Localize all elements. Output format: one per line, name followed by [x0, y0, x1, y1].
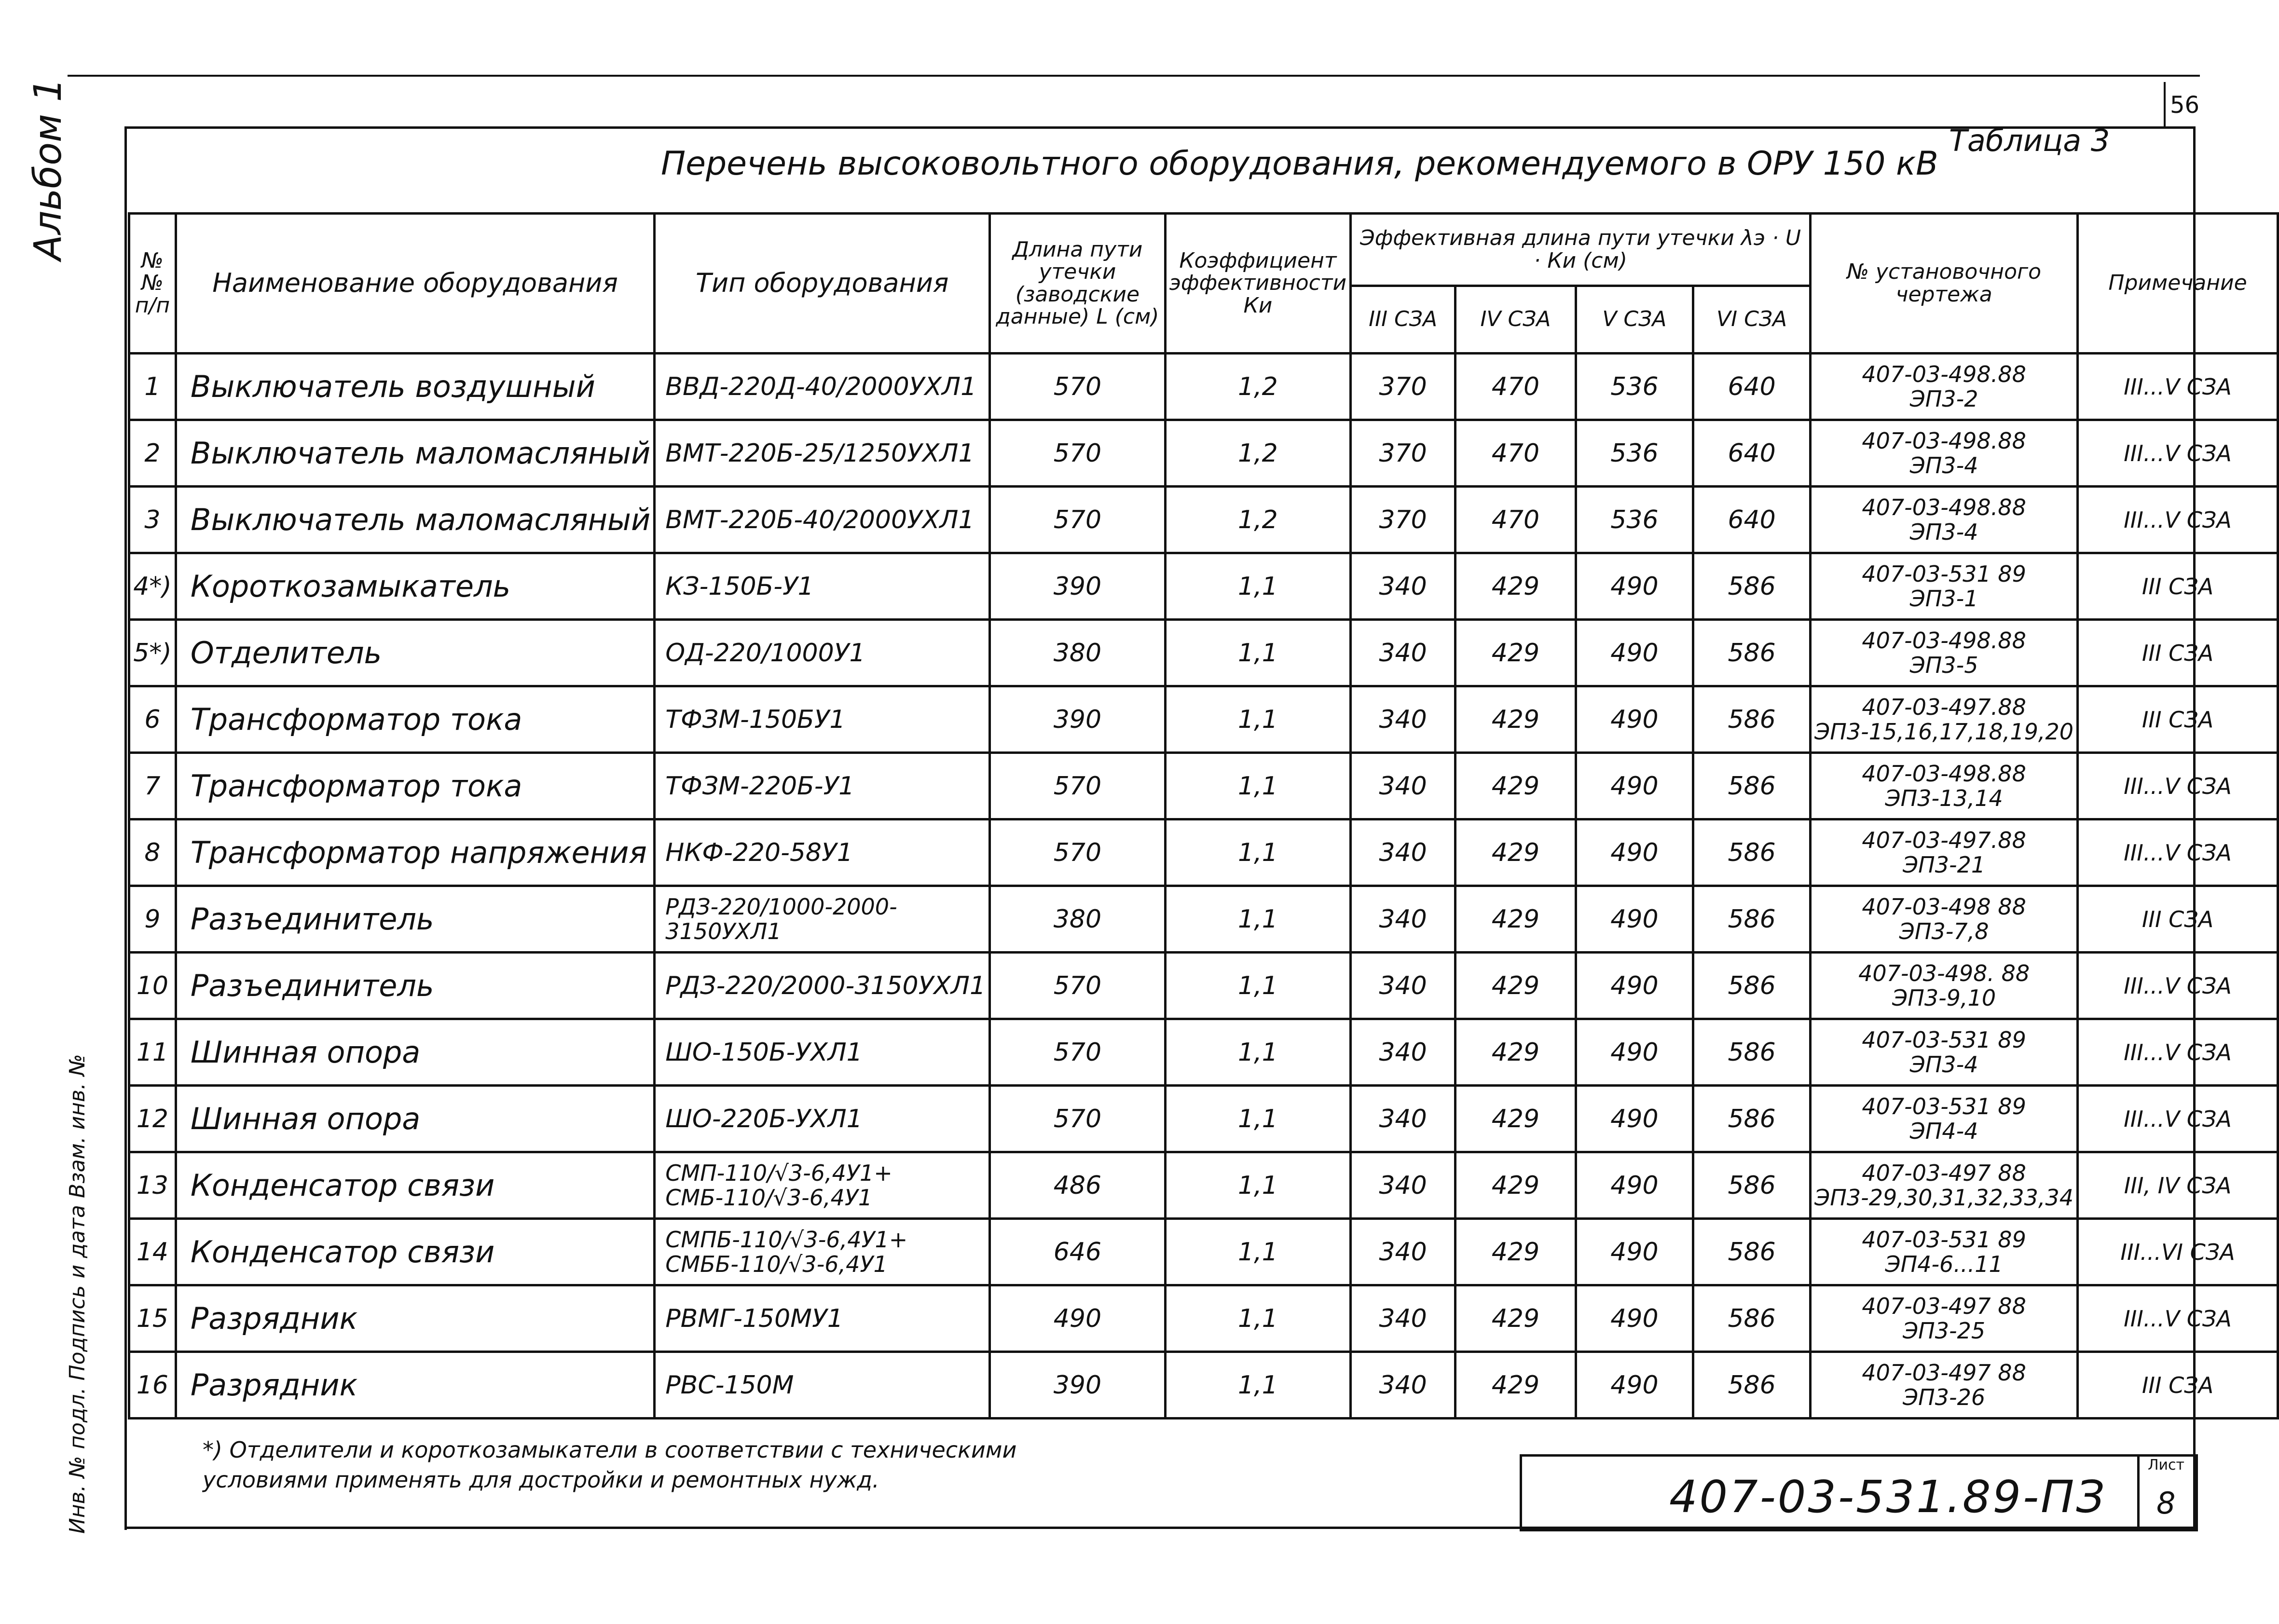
footnote — [203, 1435, 1016, 1495]
drawing-ref — [1811, 487, 2078, 553]
eff-length-sza-3: 340 — [1351, 753, 1455, 819]
drawing-series: 407-03-497.88 — [1862, 694, 2026, 720]
efficiency-coef: 1,1 — [1165, 1152, 1350, 1219]
efficiency-coef: 1,1 — [1165, 553, 1350, 620]
efficiency-coef: 1,1 — [1165, 819, 1350, 886]
equipment-type: ШО-150Б-УХЛ1 — [655, 1019, 990, 1086]
row-number: 6 — [129, 686, 176, 753]
row-number: 8 — [129, 819, 176, 886]
col-header-name: Наименование оборудования — [176, 214, 654, 354]
drawing-series: 407-03-497.88 — [1862, 827, 2026, 853]
efficiency-coef: 1,1 — [1165, 1352, 1350, 1419]
drawing-sheet: ЭП3-7,8 — [1899, 918, 1989, 944]
equipment-type: РДЗ-220/2000-3150УХЛ1 — [655, 953, 990, 1019]
drawing-ref — [1811, 1285, 2078, 1352]
equipment-type: ВВД-220Д-40/2000УХЛ1 — [655, 354, 990, 420]
equipment-name: Шинная опора — [176, 1086, 654, 1152]
frame-top-line — [68, 75, 2200, 77]
note: III, IV СЗА — [2078, 1152, 2278, 1219]
note: III...V СЗА — [2078, 1019, 2278, 1086]
sheet-number: 8 — [2156, 1486, 2176, 1521]
drawing-series: 407-03-531 89 — [1862, 1226, 2026, 1253]
leakage-length: 570 — [990, 953, 1166, 1019]
leakage-length: 380 — [990, 886, 1166, 953]
drawing-series: 407-03-498.88 — [1862, 427, 2026, 454]
eff-length-sza-4: 470 — [1455, 487, 1576, 553]
drawing-series: 407-03-498 88 — [1862, 893, 2026, 920]
note: III...VI СЗА — [2078, 1219, 2278, 1285]
eff-length-sza-5: 490 — [1576, 753, 1693, 819]
equipment-name: Конденсатор связи — [176, 1152, 654, 1219]
col-header-sza-6: VI СЗА — [1693, 286, 1811, 354]
note: III...V СЗА — [2078, 953, 2278, 1019]
drawing-ref — [1811, 420, 2078, 487]
drawing-sheet: ЭП3-29,30,31,32,33,34 — [1814, 1184, 2074, 1211]
drawing-sheet: ЭП4-6...11 — [1885, 1251, 2003, 1277]
drawing-series: 407-03-497 88 — [1862, 1359, 2026, 1386]
eff-length-sza-4: 429 — [1455, 1285, 1576, 1352]
eff-length-sza-5: 490 — [1576, 1019, 1693, 1086]
eff-length-sza-6: 586 — [1693, 819, 1811, 886]
note: III...V СЗА — [2078, 753, 2278, 819]
eff-length-sza-5: 490 — [1576, 1352, 1693, 1419]
note: III...V СЗА — [2078, 1285, 2278, 1352]
efficiency-coef: 1,1 — [1165, 1285, 1350, 1352]
eff-length-sza-4: 470 — [1455, 420, 1576, 487]
equipment-name: Короткозамыкатель — [176, 553, 654, 620]
col-header-eff-group: Эффективная длина пути утечки λэ · U · Ки (см) — [1351, 214, 1811, 286]
eff-length-sza-3: 370 — [1351, 354, 1455, 420]
footnote-line-1: *) Отделители и короткозамыкатели в соответствии с техническими — [203, 1437, 1017, 1463]
efficiency-coef: 1,1 — [1165, 686, 1350, 753]
eff-length-sza-4: 429 — [1455, 819, 1576, 886]
equipment-type: СМПБ-110/√3-6,4У1+ СМББ-110/√3-6,4У1 — [655, 1219, 990, 1285]
eff-length-sza-3: 340 — [1351, 1152, 1455, 1219]
note: III...V СЗА — [2078, 354, 2278, 420]
table-tag: Таблица 3 — [1949, 123, 2110, 158]
drawing-series: 407-03-498.88 — [1862, 760, 2026, 787]
drawing-ref — [1811, 886, 2078, 953]
row-number: 1 — [129, 354, 176, 420]
page-title: Перечень высоковольтного оборудования, рекомендуемого в ОРУ 150 кВ — [661, 145, 1938, 183]
drawing-sheet: ЭП3-4 — [1909, 1051, 1978, 1078]
document-code: 407-03-531.89-ПЗ — [1669, 1471, 2107, 1523]
drawing-series: 407-03-498.88 — [1862, 361, 2026, 387]
drawing-sheet: ЭП4-4 — [1909, 1118, 1978, 1144]
eff-length-sza-4: 429 — [1455, 953, 1576, 1019]
drawing-ref — [1811, 1219, 2078, 1285]
eff-length-sza-3: 340 — [1351, 553, 1455, 620]
drawing-ref — [1811, 953, 2078, 1019]
equipment-type: ТФЗМ-220Б-У1 — [655, 753, 990, 819]
eff-length-sza-3: 340 — [1351, 686, 1455, 753]
equipment-name: Отделитель — [176, 620, 654, 686]
eff-length-sza-3: 370 — [1351, 487, 1455, 553]
equipment-name: Разъединитель — [176, 886, 654, 953]
table-row — [129, 1352, 2278, 1419]
eff-length-sza-6: 640 — [1693, 487, 1811, 553]
equipment-name: Разъединитель — [176, 953, 654, 1019]
table-row — [129, 620, 2278, 686]
eff-length-sza-5: 490 — [1576, 1152, 1693, 1219]
drawing-series: 407-03-498.88 — [1862, 627, 2026, 654]
drawing-sheet: ЭП3-13,14 — [1885, 785, 2003, 811]
drawing-sheet: ЭП3-4 — [1909, 519, 1978, 545]
drawing-series: 407-03-498. 88 — [1858, 960, 2030, 986]
col-header-length: Длина пути утечки (заводские данные) L (см) — [990, 214, 1166, 354]
eff-length-sza-3: 340 — [1351, 1285, 1455, 1352]
table-row — [129, 686, 2278, 753]
drawing-sheet: ЭП3-1 — [1909, 585, 1978, 612]
note: III СЗА — [2078, 886, 2278, 953]
col-header-drawing: № установочного чертежа — [1811, 214, 2078, 354]
leakage-length: 570 — [990, 753, 1166, 819]
eff-length-sza-5: 490 — [1576, 620, 1693, 686]
table-row — [129, 487, 2278, 553]
footnote-line-2: условиями применять для достройки и ремонтных нужд. — [203, 1467, 879, 1493]
eff-length-sza-4: 429 — [1455, 620, 1576, 686]
leakage-length: 570 — [990, 354, 1166, 420]
drawing-ref — [1811, 753, 2078, 819]
eff-length-sza-6: 586 — [1693, 886, 1811, 953]
row-number: 13 — [129, 1152, 176, 1219]
drawing-series: 407-03-531 89 — [1862, 1026, 2026, 1053]
eff-length-sza-3: 340 — [1351, 819, 1455, 886]
eff-length-sza-5: 490 — [1576, 953, 1693, 1019]
leakage-length: 390 — [990, 1352, 1166, 1419]
table-row — [129, 1019, 2278, 1086]
eff-length-sza-6: 586 — [1693, 1285, 1811, 1352]
eff-length-sza-4: 429 — [1455, 553, 1576, 620]
leakage-length: 490 — [990, 1285, 1166, 1352]
efficiency-coef: 1,1 — [1165, 620, 1350, 686]
efficiency-coef: 1,1 — [1165, 886, 1350, 953]
eff-length-sza-5: 536 — [1576, 354, 1693, 420]
eff-length-sza-6: 586 — [1693, 1219, 1811, 1285]
table-row — [129, 1219, 2278, 1285]
equipment-name: Трансформатор напряжения — [176, 819, 654, 886]
row-number: 7 — [129, 753, 176, 819]
efficiency-coef: 1,1 — [1165, 953, 1350, 1019]
eff-length-sza-6: 586 — [1693, 686, 1811, 753]
table-body — [129, 354, 2278, 1419]
eff-length-sza-4: 429 — [1455, 1086, 1576, 1152]
eff-length-sza-6: 586 — [1693, 1086, 1811, 1152]
leakage-length: 486 — [990, 1152, 1166, 1219]
leakage-length: 570 — [990, 1086, 1166, 1152]
row-number: 4*) — [129, 553, 176, 620]
eff-length-sza-6: 586 — [1693, 1019, 1811, 1086]
eff-length-sza-3: 340 — [1351, 886, 1455, 953]
drawing-series: 407-03-497 88 — [1862, 1293, 2026, 1319]
drawing-series: 407-03-531 89 — [1862, 560, 2026, 587]
note: III...V СЗА — [2078, 819, 2278, 886]
leakage-length: 570 — [990, 487, 1166, 553]
eff-length-sza-3: 370 — [1351, 420, 1455, 487]
eff-length-sza-4: 429 — [1455, 1019, 1576, 1086]
equipment-name: Шинная опора — [176, 1019, 654, 1086]
eff-length-sza-4: 429 — [1455, 1152, 1576, 1219]
row-number: 9 — [129, 886, 176, 953]
table-row — [129, 553, 2278, 620]
note: III СЗА — [2078, 553, 2278, 620]
col-header-sza-3: III СЗА — [1351, 286, 1455, 354]
equipment-name: Разрядник — [176, 1285, 654, 1352]
sheet-label: Лист — [2148, 1457, 2185, 1474]
drawing-sheet: ЭП3-9,10 — [1892, 984, 1996, 1011]
eff-length-sza-4: 429 — [1455, 686, 1576, 753]
drawing-sheet: ЭП3-2 — [1909, 385, 1978, 412]
col-header-sza-4: IV СЗА — [1455, 286, 1576, 354]
eff-length-sza-6: 586 — [1693, 953, 1811, 1019]
eff-length-sza-4: 429 — [1455, 1219, 1576, 1285]
eff-length-sza-5: 536 — [1576, 420, 1693, 487]
frame-inner-top — [125, 126, 2195, 129]
col-header-type: Тип оборудования — [655, 214, 990, 354]
note: III...V СЗА — [2078, 420, 2278, 487]
drawing-sheet: ЭП3-4 — [1909, 452, 1978, 478]
efficiency-coef: 1,1 — [1165, 1019, 1350, 1086]
efficiency-coef: 1,1 — [1165, 1219, 1350, 1285]
drawing-ref — [1811, 553, 2078, 620]
equipment-name: Разрядник — [176, 1352, 654, 1419]
eff-length-sza-3: 340 — [1351, 1086, 1455, 1152]
efficiency-coef: 1,1 — [1165, 1086, 1350, 1152]
table-row — [129, 1086, 2278, 1152]
equipment-name: Выключатель воздушный — [176, 354, 654, 420]
note: III СЗА — [2078, 1352, 2278, 1419]
col-header-sza-5: V СЗА — [1576, 286, 1693, 354]
note: III СЗА — [2078, 686, 2278, 753]
eff-length-sza-5: 490 — [1576, 886, 1693, 953]
eff-length-sza-3: 340 — [1351, 953, 1455, 1019]
eff-length-sza-3: 340 — [1351, 1352, 1455, 1419]
row-number: 11 — [129, 1019, 176, 1086]
drawing-ref — [1811, 819, 2078, 886]
equipment-type: ВМТ-220Б-25/1250УХЛ1 — [655, 420, 990, 487]
row-number: 12 — [129, 1086, 176, 1152]
eff-length-sza-3: 340 — [1351, 1019, 1455, 1086]
leakage-length: 380 — [990, 620, 1166, 686]
drawing-ref — [1811, 1086, 2078, 1152]
eff-length-sza-5: 536 — [1576, 487, 1693, 553]
table-row — [129, 420, 2278, 487]
col-header-coef: Коэффициент эффективности Ки — [1165, 214, 1350, 354]
drawing-sheet: ЭП3-25 — [1903, 1317, 1986, 1344]
drawing-sheet: ЭП3-21 — [1903, 851, 1986, 878]
efficiency-coef: 1,2 — [1165, 487, 1350, 553]
leakage-length: 390 — [990, 553, 1166, 620]
row-number: 16 — [129, 1352, 176, 1419]
drawing-sheet: ЭП3-26 — [1903, 1384, 1986, 1410]
equipment-type: ВМТ-220Б-40/2000УХЛ1 — [655, 487, 990, 553]
equipment-name: Трансформатор тока — [176, 686, 654, 753]
drawing-ref — [1811, 1019, 2078, 1086]
equipment-type: СМП-110/√3-6,4У1+ СМБ-110/√3-6,4У1 — [655, 1152, 990, 1219]
eff-length-sza-4: 429 — [1455, 1352, 1576, 1419]
drawing-series: 407-03-531 89 — [1862, 1093, 2026, 1119]
note: III СЗА — [2078, 620, 2278, 686]
row-number: 14 — [129, 1219, 176, 1285]
eff-length-sza-5: 490 — [1576, 686, 1693, 753]
drawing-ref — [1811, 354, 2078, 420]
equipment-type: НКФ-220-58У1 — [655, 819, 990, 886]
equipment-type: ТФЗМ-150БУ1 — [655, 686, 990, 753]
efficiency-coef: 1,2 — [1165, 420, 1350, 487]
equipment-type: РВС-150М — [655, 1352, 990, 1419]
row-number: 10 — [129, 953, 176, 1019]
leakage-length: 570 — [990, 420, 1166, 487]
drawing-ref — [1811, 620, 2078, 686]
eff-length-sza-4: 470 — [1455, 354, 1576, 420]
drawing-sheet: ЭП3-5 — [1909, 652, 1978, 678]
eff-length-sza-5: 490 — [1576, 1285, 1693, 1352]
eff-length-sza-4: 429 — [1455, 753, 1576, 819]
leakage-length: 570 — [990, 1019, 1166, 1086]
leakage-length: 570 — [990, 819, 1166, 886]
eff-length-sza-6: 586 — [1693, 753, 1811, 819]
table-row — [129, 819, 2278, 886]
eff-length-sza-6: 586 — [1693, 1152, 1811, 1219]
equipment-name: Трансформатор тока — [176, 753, 654, 819]
sheet-corner-number: 56 — [2170, 92, 2200, 119]
equipment-type: ОД-220/1000У1 — [655, 620, 990, 686]
row-number: 5*) — [129, 620, 176, 686]
equipment-table — [128, 212, 2279, 1419]
eff-length-sza-6: 586 — [1693, 553, 1811, 620]
col-header-no: №№ п/п — [129, 214, 176, 354]
table-row — [129, 354, 2278, 420]
leakage-length: 390 — [990, 686, 1166, 753]
drawing-sheet: ЭП3-15,16,17,18,19,20 — [1814, 718, 2074, 745]
equipment-name: Конденсатор связи — [176, 1219, 654, 1285]
eff-length-sza-6: 640 — [1693, 354, 1811, 420]
eff-length-sza-5: 490 — [1576, 819, 1693, 886]
frame-left — [124, 126, 127, 1530]
drawing-ref — [1811, 1352, 2078, 1419]
note: III...V СЗА — [2078, 1086, 2278, 1152]
corner-box-left — [2164, 82, 2166, 126]
equipment-type: КЗ-150Б-У1 — [655, 553, 990, 620]
eff-length-sza-3: 340 — [1351, 1219, 1455, 1285]
equipment-name: Выключатель маломасляный — [176, 487, 654, 553]
drawing-series: 407-03-497 88 — [1862, 1160, 2026, 1186]
leakage-length: 646 — [990, 1219, 1166, 1285]
eff-length-sza-6: 640 — [1693, 420, 1811, 487]
equipment-type: ШО-220Б-УХЛ1 — [655, 1086, 990, 1152]
equipment-type: РДЗ-220/1000-2000-3150УХЛ1 — [655, 886, 990, 953]
equipment-name: Выключатель маломасляный — [176, 420, 654, 487]
side-stamp: Инв. № подл. Подпись и дата Взам. инв. № — [65, 1054, 90, 1534]
row-number: 2 — [129, 420, 176, 487]
table-row — [129, 1285, 2278, 1352]
efficiency-coef: 1,1 — [1165, 753, 1350, 819]
album-label: Альбом 1 — [27, 78, 70, 260]
drawing-series: 407-03-498.88 — [1862, 494, 2026, 520]
table-row — [129, 953, 2278, 1019]
efficiency-coef: 1,2 — [1165, 354, 1350, 420]
eff-length-sza-6: 586 — [1693, 1352, 1811, 1419]
eff-length-sza-5: 490 — [1576, 553, 1693, 620]
drawing-ref — [1811, 686, 2078, 753]
row-number: 15 — [129, 1285, 176, 1352]
row-number: 3 — [129, 487, 176, 553]
eff-length-sza-6: 586 — [1693, 620, 1811, 686]
equipment-type: РВМГ-150МУ1 — [655, 1285, 990, 1352]
table-row — [129, 1152, 2278, 1219]
eff-length-sza-5: 490 — [1576, 1086, 1693, 1152]
eff-length-sza-4: 429 — [1455, 886, 1576, 953]
table-row — [129, 753, 2278, 819]
table-row — [129, 886, 2278, 953]
col-header-note: Примечание — [2078, 214, 2278, 354]
eff-length-sza-3: 340 — [1351, 620, 1455, 686]
drawing-ref — [1811, 1152, 2078, 1219]
eff-length-sza-5: 490 — [1576, 1219, 1693, 1285]
note: III...V СЗА — [2078, 487, 2278, 553]
